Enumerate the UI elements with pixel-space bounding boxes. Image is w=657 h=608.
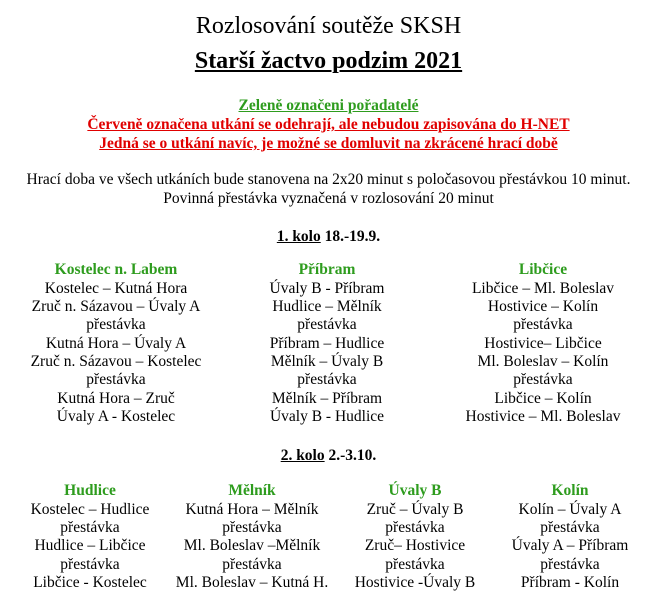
match-row: Úvaly A - Kostelec <box>56 407 176 425</box>
match-row: Příbram - Kolín <box>520 573 620 591</box>
match-row: Kolín – Úvaly A <box>518 500 622 518</box>
document-title: Rozlosování soutěže SKSH <box>195 13 462 39</box>
round-2-group <box>172 482 332 592</box>
match-row: Libčice – Kolín <box>494 389 592 407</box>
match-row: Hostivice -Úvaly B <box>354 573 476 591</box>
legend-red-2: Jedná se o utkání navíc, je možné se domluvit na zkrácené hrací době <box>99 135 558 152</box>
match-row: Libčice – Ml. Boleslav <box>471 279 615 297</box>
match-row: Příbram – Hudlice <box>269 334 385 352</box>
match-row: Kutná Hora – Úvaly A <box>45 334 187 352</box>
group-host: Kostelec n. Labem <box>54 261 178 278</box>
match-row: Mělník – Úvaly B <box>270 352 384 370</box>
match-row: Zruč n. Sázavou – Kostelec <box>30 352 202 370</box>
group-host: Příbram <box>298 261 356 278</box>
break-row: přestávka <box>385 519 445 537</box>
match-row: Kostelec – Hudlice <box>30 500 150 518</box>
match-row: Hudlice – Libčice <box>34 537 146 555</box>
match-row: Hostivice – Ml. Boleslav <box>465 407 621 425</box>
match-row: Libčice - Kostelec <box>33 573 147 591</box>
break-row: přestávka <box>222 555 282 573</box>
group-host: Úvaly B <box>388 482 442 499</box>
break-row: přestávka <box>385 555 445 573</box>
break-row: přestávka <box>297 316 357 334</box>
match-row: Úvaly A – Příbram <box>511 537 629 555</box>
match-row: Zruč– Hostivice <box>364 537 466 555</box>
match-row: Kostelec – Kutná Hora <box>44 279 188 297</box>
break-row: přestávka <box>222 519 282 537</box>
break-row: přestávka <box>86 371 146 389</box>
match-row: Ml. Boleslav –Mělník <box>183 537 321 555</box>
match-row: Kutná Hora – Mělník <box>185 500 319 518</box>
break-row: přestávka <box>513 316 573 334</box>
group-host: Hudlice <box>64 482 116 499</box>
break-row: přestávka <box>540 555 600 573</box>
info-line-1: Hrací doba ve všech utkáních bude stanovena na 2x20 minut s poločasovou přestávkou 10 minut. <box>26 171 631 188</box>
info-line-2: Povinná přestávka vyznačená v rozlosování 20 minut <box>163 190 494 207</box>
group-host: Libčice <box>518 261 568 278</box>
match-row: Mělník – Příbram <box>271 389 383 407</box>
break-row: přestávka <box>513 371 573 389</box>
match-row: Zruč – Úvaly B <box>366 500 464 518</box>
match-row: Zruč n. Sázavou – Úvaly A <box>31 298 201 316</box>
round-1-heading <box>0 227 657 246</box>
round-2-group <box>492 482 648 592</box>
break-row: přestávka <box>60 519 120 537</box>
break-row: přestávka <box>86 316 146 334</box>
match-row: Úvaly B - Hudlice <box>269 407 385 425</box>
match-row: Úvaly B - Příbram <box>269 279 385 297</box>
match-row: Kutná Hora – Zruč <box>57 389 175 407</box>
round-2-label: 2. kolo <box>280 447 325 464</box>
group-host: Kolín <box>551 482 589 499</box>
match-row: Hudlice – Mělník <box>272 298 382 316</box>
round-2-group <box>340 482 490 592</box>
round-1-group <box>440 261 646 426</box>
round-1-label: 1. kolo <box>276 228 321 245</box>
group-host: Mělník <box>228 482 276 499</box>
match-row: Hostivice – Kolín <box>487 298 599 316</box>
round-2-dates: 2.-3.10. <box>324 447 377 464</box>
round-1-dates: 18.-19.9. <box>320 228 381 245</box>
match-row: Ml. Boleslav – Kolín <box>477 352 609 370</box>
legend-red-1: Červeně označena utkání se odehrají, ale nebudou zapisována do H-NET <box>87 116 570 133</box>
match-row: Hostivice– Libčice <box>484 334 602 352</box>
break-row: přestávka <box>297 371 357 389</box>
document-subtitle: Starší žactvo podzim 2021 <box>194 48 463 74</box>
match-row: Ml. Boleslav – Kutná H. <box>175 573 329 591</box>
round-2-heading <box>0 446 657 465</box>
round-2-group <box>0 482 180 592</box>
round-1-group <box>0 261 232 426</box>
round-1-group <box>232 261 422 426</box>
break-row: přestávka <box>60 555 120 573</box>
break-row: přestávka <box>540 519 600 537</box>
legend-green: Zeleně označeni pořadatelé <box>238 97 419 114</box>
